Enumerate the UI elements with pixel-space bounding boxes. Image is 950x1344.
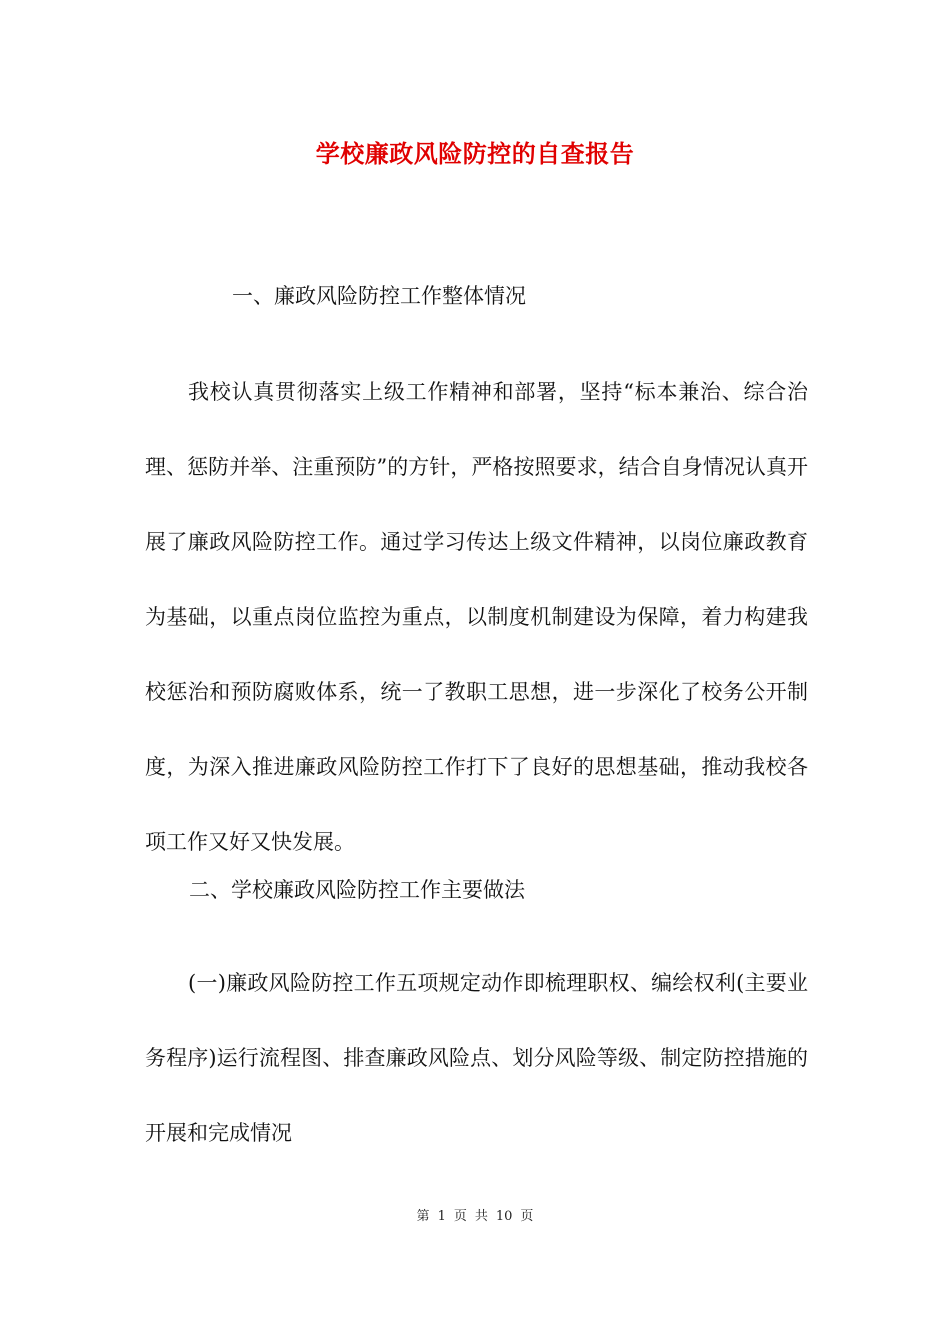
document-title: 学校廉政风险防控的自查报告 (315, 139, 635, 168)
footer-page-label: 页 (453, 1209, 467, 1224)
footer-total-pages: 10 (495, 1209, 513, 1224)
section-1-paragraph: 我校认真贯彻落实上级工作精神和部署，坚持“标本兼治、综合治理、惩防并举、注重预防”的方针，严格按照要求，结合自身情况认真开展了廉政风险防控工作。通过学习传达上级文件精神，以岗位廉政教育为基础，以重点岗位监控为重点，以制度机制建设为保障，着力构建我校惩治和预防腐败体系，统一了教职工思想，进一步深化了校务公开制度，为深入推进廉政风险防控工作打下了良好的思想基础，推动我校各项工作又好又快发展。 (145, 380, 808, 854)
footer-suffix: 页 (520, 1209, 534, 1224)
page-number-footer (0, 1207, 950, 1227)
footer-total-prefix: 共 (474, 1209, 488, 1224)
footer-current-page: 1 (437, 1209, 446, 1224)
footer-prefix: 第 (416, 1209, 430, 1224)
section-2-heading: 二、学校廉政风险防控工作主要做法 (189, 878, 525, 902)
section-2-paragraph: (一)廉政风险防控工作五项规定动作即梳理职权、编绘权利(主要业务程序)运行流程图、排查廉政风险点、划分风险等级、制定防控措施的开展和完成情况 (145, 971, 808, 1145)
section-1-heading: 一、廉政风险防控工作整体情况 (232, 284, 526, 308)
